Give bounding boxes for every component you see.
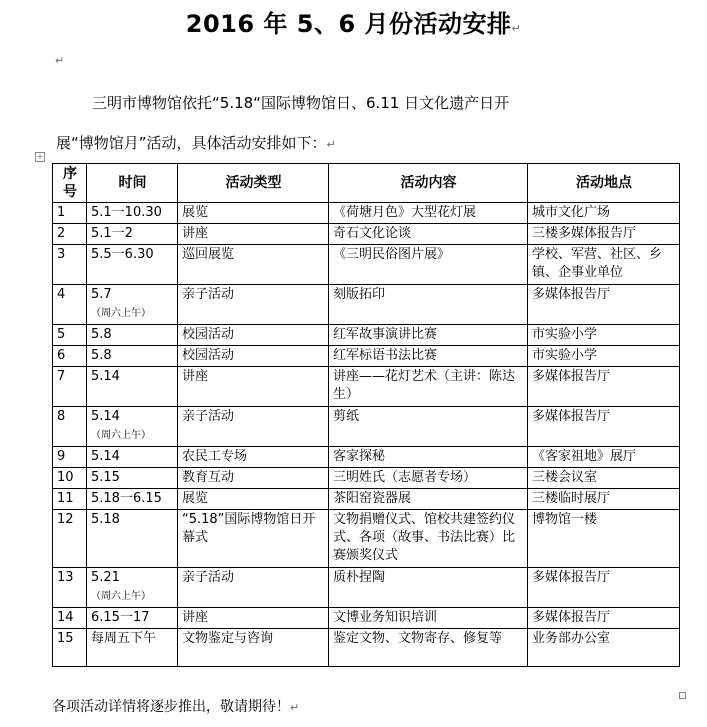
paragraph-mark-icon: ↵: [290, 701, 300, 714]
cell-type: [178, 407, 329, 447]
paragraph-mark-icon: ↵: [511, 22, 522, 35]
cell-type: [178, 346, 329, 367]
cell-time: [87, 629, 178, 667]
cell-type-text: 亲子活动: [182, 287, 235, 302]
cell-no-text: 13: [57, 570, 74, 585]
cell-type: [178, 285, 329, 325]
cell-time: [87, 325, 178, 346]
cell-place: [528, 224, 680, 245]
table-row: [53, 245, 680, 285]
cell-content-text: 三明姓氏（志愿者专场）: [333, 470, 477, 485]
cell-place: [528, 629, 680, 667]
cell-time-text: 5.18: [91, 512, 120, 527]
cell-content-text: 红军故事演讲比赛: [333, 327, 438, 342]
cell-time: [87, 447, 178, 468]
cell-place: [528, 468, 680, 489]
cell-no-text: 5: [57, 327, 66, 342]
cell-no: [53, 245, 87, 285]
cell-content: [329, 346, 528, 367]
cell-content: [329, 203, 528, 224]
header-type: 活动类型: [178, 164, 329, 203]
table-row: [53, 346, 680, 367]
cell-place-text: 市实验小学: [532, 327, 598, 342]
cell-no: [53, 447, 87, 468]
table-row: [53, 568, 680, 608]
table-row: [53, 468, 680, 489]
table-row: [53, 407, 680, 447]
cell-content: [329, 468, 528, 489]
cell-type-text: 讲座: [182, 610, 209, 625]
cell-place: [528, 407, 680, 447]
cell-no: [53, 510, 87, 568]
cell-place: [528, 510, 680, 568]
cell-type-text: 校园活动: [182, 348, 235, 363]
cell-content-text: 质朴捏陶: [333, 570, 386, 585]
cell-no: [53, 224, 87, 245]
cell-time-text: 5.18一6.15: [91, 491, 162, 506]
cell-no: [53, 568, 87, 608]
table-row: [53, 203, 680, 224]
empty-paragraph-mark-icon: ↵: [55, 54, 65, 67]
cell-place-text: 三楼临时展厅: [532, 491, 611, 506]
cell-type: [178, 510, 329, 568]
cell-type-text: 展览: [182, 205, 209, 220]
cell-type-text: 农民工专场: [182, 449, 248, 464]
cell-place-text: 三楼多媒体报告厅: [532, 226, 637, 241]
cell-content: [329, 224, 528, 245]
cell-time-text: 5.8: [91, 327, 112, 342]
cell-type-text: 讲座: [182, 369, 209, 384]
cell-place-text: 《客家祖地》展厅: [532, 449, 637, 464]
cell-content-text: 红军标语书法比赛: [333, 348, 438, 363]
cell-time-text: 5.14: [91, 409, 120, 424]
cell-no: [53, 346, 87, 367]
table-row: [53, 367, 680, 407]
cell-time: [87, 346, 178, 367]
table-resize-handle-icon[interactable]: [679, 692, 686, 699]
cell-type-text: 展览: [182, 491, 209, 506]
cell-no: [53, 468, 87, 489]
intro-text-b: “5.18“国际博物馆日、6.11 日文化遗产日开: [212, 94, 510, 112]
cell-time-text: 5.8: [91, 348, 112, 363]
cell-time-text: 5.15: [91, 470, 120, 485]
cell-time-note: （周六上午）: [91, 430, 151, 441]
cell-time-text: 5.14: [91, 369, 120, 384]
cell-content-text: 奇石文化论谈: [333, 226, 412, 241]
cell-type-text: 文物鉴定与咨询: [182, 631, 274, 646]
cell-content-text: 文物捐赠仪式、馆校共建签约仪式、各项（故事、书法比赛）比赛颁奖仪式: [333, 512, 516, 563]
header-content: 活动内容: [329, 164, 528, 203]
table-row: [53, 489, 680, 510]
intro-text-line2: 展“博物馆月”活动，具体活动安排如下：: [56, 134, 327, 152]
cell-type-text: “5.18”国际博物馆日开幕式: [182, 512, 316, 545]
footer-note: [52, 696, 299, 716]
cell-time: [87, 568, 178, 608]
table-row: [53, 629, 680, 667]
cell-no-text: 15: [57, 631, 74, 646]
cell-place: [528, 245, 680, 285]
cell-time-text: 5.5一6.30: [91, 247, 154, 262]
cell-content: [329, 285, 528, 325]
cell-place: [528, 447, 680, 468]
cell-content: [329, 367, 528, 407]
cell-content: [329, 568, 528, 608]
cell-no-text: 14: [57, 610, 74, 625]
cell-content-text: 《荷塘月色》大型花灯展: [333, 205, 477, 220]
intro-line-2: [56, 132, 336, 153]
cell-no: [53, 608, 87, 629]
cell-time-text: 5.1一2: [91, 226, 133, 241]
cell-type-text: 讲座: [182, 226, 209, 241]
cell-no-text: 12: [57, 512, 74, 527]
cell-no: [53, 325, 87, 346]
cell-place: [528, 608, 680, 629]
cell-place-text: 博物馆一楼: [532, 512, 598, 527]
table-row: [53, 608, 680, 629]
cell-type: [178, 489, 329, 510]
cell-no-text: 7: [57, 369, 66, 384]
cell-time: [87, 510, 178, 568]
cell-type: [178, 245, 329, 285]
table-row: [53, 285, 680, 325]
cell-no-text: 9: [57, 449, 66, 464]
cell-place-text: 多媒体报告厅: [532, 287, 611, 302]
table-row: [53, 510, 680, 568]
cell-time: [87, 468, 178, 489]
cell-place: [528, 568, 680, 608]
cell-no-text: 2: [57, 226, 66, 241]
cell-no-text: 8: [57, 409, 66, 424]
header-place: 活动地点: [528, 164, 680, 203]
cell-place-text: 多媒体报告厅: [532, 610, 611, 625]
cell-content-text: 剪纸: [333, 409, 360, 424]
cell-type-text: 校园活动: [182, 327, 235, 342]
cell-place-text: 业务部办公室: [532, 631, 611, 646]
header-no: 序号: [53, 164, 87, 203]
intro-line-1: [92, 92, 509, 113]
cell-no-text: 4: [57, 287, 66, 302]
cell-place: [528, 367, 680, 407]
schedule-table: [52, 163, 680, 667]
cell-content: [329, 510, 528, 568]
cell-time-note: （周六上午）: [91, 308, 151, 319]
table-row: [53, 447, 680, 468]
cell-no-text: 10: [57, 470, 74, 485]
cell-place-text: 多媒体报告厅: [532, 570, 611, 585]
cell-place: [528, 325, 680, 346]
cell-content-text: 文博业务知识培训: [333, 610, 438, 625]
cell-no-text: 6: [57, 348, 66, 363]
table-row: [53, 224, 680, 245]
cell-time-text: 5.21: [91, 570, 120, 585]
cell-place: [528, 285, 680, 325]
table-header-row: [53, 164, 680, 203]
cell-time-note: （周六上午）: [91, 591, 151, 602]
cell-no-text: 11: [57, 491, 74, 506]
cell-type-text: 亲子活动: [182, 570, 235, 585]
title-text: 2016 年 5、6 月份活动安排: [185, 10, 512, 38]
cell-content-text: 鉴定文物、文物寄存、修复等: [333, 631, 503, 646]
cell-type: [178, 367, 329, 407]
cell-content-text: 客家探秘: [333, 449, 386, 464]
cell-type: [178, 468, 329, 489]
cell-type-text: 巡回展览: [182, 247, 235, 262]
cell-no: [53, 489, 87, 510]
cell-type-text: 亲子活动: [182, 409, 235, 424]
cell-place-text: 市实验小学: [532, 348, 598, 363]
document-title: [0, 4, 707, 39]
cell-type: [178, 224, 329, 245]
cell-type: [178, 447, 329, 468]
cell-time-text: 6.15一17: [91, 610, 150, 625]
cell-place-text: 学校、军营、社区、乡镇、企事业单位: [532, 247, 663, 280]
cell-no-text: 3: [57, 247, 66, 262]
cell-time: [87, 285, 178, 325]
cell-content: [329, 407, 528, 447]
cell-time: [87, 224, 178, 245]
cell-time: [87, 407, 178, 447]
cell-type: [178, 203, 329, 224]
cell-time-text: 5.1一10.30: [91, 205, 162, 220]
cell-place-text: 多媒体报告厅: [532, 369, 611, 384]
cell-content: [329, 447, 528, 468]
cell-content: [329, 245, 528, 285]
cell-time: [87, 367, 178, 407]
cell-time: [87, 245, 178, 285]
cell-no: [53, 285, 87, 325]
table-row: [53, 325, 680, 346]
cell-time-text: 5.14: [91, 449, 120, 464]
cell-place: [528, 203, 680, 224]
cell-place: [528, 489, 680, 510]
cell-type: [178, 325, 329, 346]
footer-text: 各项活动详情将逐步推出，敬请期待！: [52, 699, 290, 715]
cell-no: [53, 203, 87, 224]
cell-no: [53, 367, 87, 407]
cell-type-text: 教育互动: [182, 470, 235, 485]
intro-text-a: 三明市博物馆依托: [92, 94, 213, 112]
cell-no-text: 1: [57, 205, 66, 220]
cell-content: [329, 608, 528, 629]
cell-type: [178, 629, 329, 667]
cell-no: [53, 629, 87, 667]
cell-content-text: 《三明民俗图片展》: [333, 247, 451, 262]
table-move-handle-icon[interactable]: +: [36, 152, 44, 161]
cell-no: [53, 407, 87, 447]
cell-content-text: 刻版拓印: [333, 287, 386, 302]
cell-time: [87, 608, 178, 629]
paragraph-mark-icon: ↵: [326, 138, 336, 151]
cell-time: [87, 489, 178, 510]
cell-content: [329, 629, 528, 667]
cell-content: [329, 325, 528, 346]
cell-place-text: 三楼会议室: [532, 470, 598, 485]
cell-place-text: 城市文化广场: [532, 205, 611, 220]
header-time: 时间: [87, 164, 178, 203]
cell-type: [178, 568, 329, 608]
cell-place: [528, 346, 680, 367]
cell-content: [329, 489, 528, 510]
cell-content-text: 讲座——花灯艺术（主讲：陈达生）: [333, 369, 516, 402]
cell-time-text: 5.7: [91, 287, 112, 302]
cell-time-text: 每周五下午: [91, 631, 157, 646]
cell-type: [178, 608, 329, 629]
cell-content-text: 茶阳窑瓷器展: [333, 491, 412, 506]
cell-time: [87, 203, 178, 224]
cell-place-text: 多媒体报告厅: [532, 409, 611, 424]
